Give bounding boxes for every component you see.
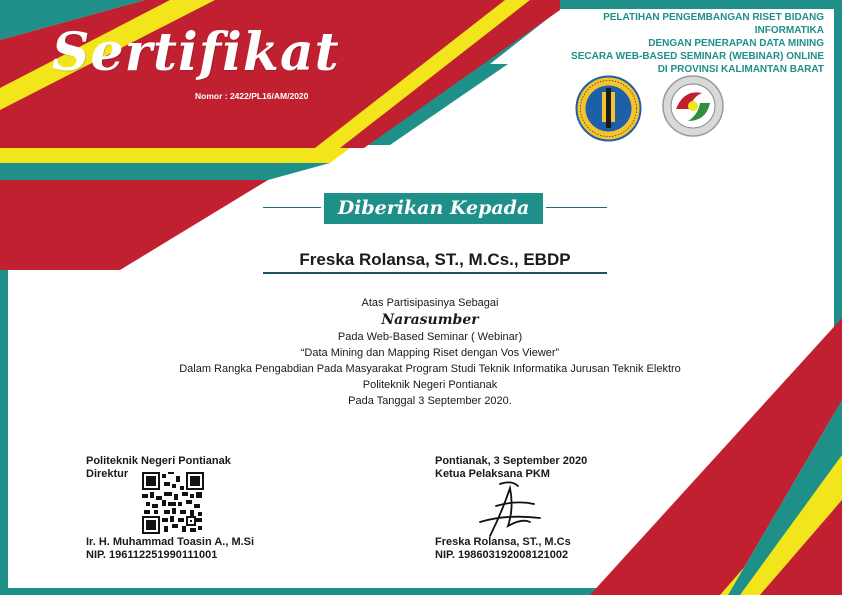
right-signatory-name: Freska Rolansa, ST., M.Cs (435, 536, 571, 548)
certificate-body (60, 295, 800, 409)
event-title-line: PELATIHAN PENGEMBANGAN RISET BIDANG INFORMATIKA (603, 12, 824, 36)
right-signatory-nip: NIP. 198603192008121002 (435, 549, 569, 561)
divider-line (263, 207, 321, 208)
left-signatory-position: Direktur (86, 468, 129, 480)
polnep-logo-icon (575, 75, 642, 142)
left-signatory-name: Ir. H. Muhammad Toasin A., M.Si (86, 536, 255, 548)
topic-text: “Data Mining dan Mapping Riset dengan Vos Viewer” (300, 347, 560, 359)
recipient-underline (263, 272, 607, 274)
certificate-number: Nomor : 2422/PL16/AM/2020 (195, 91, 309, 101)
event-title-line: SECARA WEB-BASED SEMINAR (WEBINAR) ONLINE (571, 51, 824, 62)
left-signatory-org: Politeknik Negeri Pontianak (86, 455, 231, 467)
pkm-logo-icon (662, 75, 724, 137)
divider-line (546, 207, 607, 208)
institution-text: Politeknik Negeri Pontianak (362, 379, 498, 391)
left-signatory-nip: NIP. 196112251990111001 (86, 549, 218, 561)
right-signatory-place-date: Pontianak, 3 September 2020 (435, 455, 588, 467)
date-text: Pada Tanggal 3 September 2020. (348, 395, 512, 407)
right-signatory-footer (435, 536, 571, 562)
participation-text: Atas Partisipasinya Sebagai (361, 297, 499, 309)
awarded-to-label: Diberikan Kepada (324, 193, 543, 224)
event-title-line: DENGAN PENERAPAN DATA MINING (648, 38, 824, 49)
right-signatory-position: Ketua Pelaksana PKM (435, 468, 550, 480)
recipient-name: Freska Rolansa, ST., M.Cs., EBDP (299, 250, 571, 269)
left-signatory-footer (86, 536, 254, 562)
signature-icon (460, 478, 550, 540)
certificate-title: Sertifikat (52, 22, 340, 83)
context-text: Dalam Rangka Pengabdian Pada Masyarakat Program Studi Teknik Informatika Jurusan Teknik Elektro (179, 363, 681, 375)
qr-code-icon (142, 472, 204, 534)
role-text: Narasumber (381, 312, 479, 328)
event-title-line: DI PROVINSI KALIMANTAN BARAT (657, 64, 824, 75)
event-title (534, 11, 824, 76)
event-type-text: Pada Web-Based Seminar ( Webinar) (337, 331, 523, 343)
